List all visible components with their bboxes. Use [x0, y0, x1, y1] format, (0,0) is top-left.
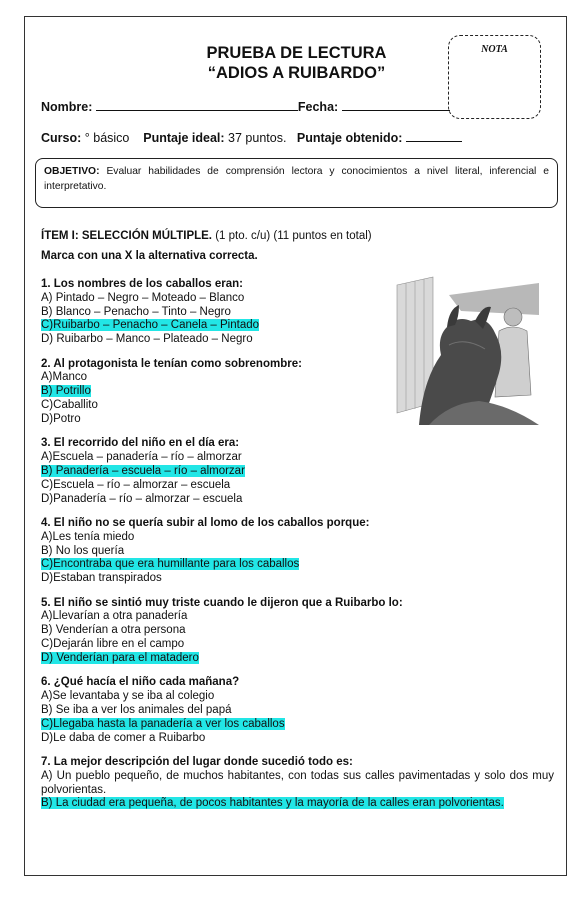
questions-list	[41, 278, 554, 822]
question-text: 1. Los nombres de los caballos eran:	[41, 278, 243, 290]
option-text: A)Manco	[41, 371, 88, 384]
item-heading-points: (1 pto. c/u) (11 puntos en total)	[215, 230, 372, 242]
option-a[interactable]	[41, 770, 554, 798]
objetivo-box	[35, 158, 558, 208]
option-text: B) Blanco – Penacho – Tinto – Negro	[41, 305, 231, 318]
option-b-highlighted[interactable]	[41, 797, 554, 811]
option-d-highlighted[interactable]	[41, 652, 554, 666]
option-b[interactable]	[41, 624, 554, 638]
nombre-label: Nombre:	[41, 100, 93, 114]
option-text: A)Les tenía miedo	[41, 530, 135, 543]
option-text: C)Llegaba hasta la panadería a ver los caballos	[41, 717, 285, 730]
objetivo-text: Evaluar habilidades de comprensión lectora y conocimientos a nivel literal, inferencial e interpretativo.	[44, 166, 549, 192]
puntaje-ideal-label: Puntaje ideal:	[143, 131, 225, 145]
question-1	[41, 278, 554, 347]
option-text: D) Ruibarbo – Manco – Plateado – Negro	[41, 333, 253, 346]
curso-value: ° básico	[84, 131, 130, 145]
option-text: A) Un pueblo pequeño, de muchos habitantes, con todas sus calles pavimentadas y solo dos muy polvorientas.	[41, 769, 554, 796]
option-text: A)Llevarían a otra panadería	[41, 610, 188, 623]
option-b[interactable]	[41, 545, 554, 559]
option-d[interactable]	[41, 413, 554, 427]
title-line-1: PRUEBA DE LECTURA	[206, 44, 387, 62]
option-c-highlighted[interactable]	[41, 558, 554, 572]
puntaje-obtenido-label: Puntaje obtenido:	[296, 131, 403, 145]
option-a[interactable]	[41, 292, 554, 306]
option-text: C)Dejarán libre en el campo	[41, 638, 185, 651]
option-b-highlighted[interactable]	[41, 385, 554, 399]
option-d[interactable]	[41, 732, 554, 746]
nota-box[interactable]	[448, 35, 541, 119]
option-text: C)Caballito	[41, 399, 98, 412]
curso-row	[41, 130, 462, 145]
puntaje-ideal-value: 37 puntos.	[228, 131, 287, 145]
option-text: B) Se iba a ver los animales del papá	[41, 703, 232, 716]
option-text: D) Venderían para el matadero	[41, 651, 199, 664]
option-d[interactable]	[41, 493, 554, 507]
question-text: 2. Al protagonista le tenían como sobrenombre:	[41, 357, 302, 370]
option-text: D)Le daba de comer a Ruibarbo	[41, 731, 206, 744]
fecha-label: Fecha:	[297, 100, 339, 114]
option-text: D)Panadería – río – almorzar – escuela	[41, 492, 243, 505]
question-7	[41, 756, 554, 811]
option-c-highlighted[interactable]	[41, 718, 554, 732]
question-text: 7. La mejor descripción del lugar donde sucedió todo es:	[41, 756, 353, 769]
question-6	[41, 676, 554, 745]
name-date-row	[41, 99, 450, 114]
option-b[interactable]	[41, 704, 554, 718]
option-text: A) Pintado – Negro – Moteado – Blanco	[41, 291, 245, 304]
option-c-highlighted[interactable]	[41, 319, 554, 333]
question-2	[41, 358, 554, 427]
option-text: C)Encontraba que era humillante para los caballos	[41, 558, 300, 571]
nombre-field[interactable]	[96, 99, 298, 111]
instruction: Marca con una X la alternativa correcta.	[41, 250, 258, 262]
option-d[interactable]	[41, 333, 554, 347]
option-text: D)Estaban transpirados	[41, 572, 162, 585]
option-c[interactable]	[41, 638, 554, 652]
option-a[interactable]	[41, 371, 554, 385]
objetivo-label: OBJETIVO:	[44, 166, 100, 177]
option-text: B) No los quería	[41, 544, 125, 557]
puntaje-obtenido-field[interactable]	[406, 130, 462, 142]
option-a[interactable]	[41, 610, 554, 624]
item-heading-title: ÍTEM I: SELECCIÓN MÚLTIPLE.	[41, 230, 213, 242]
curso-label: Curso:	[41, 131, 82, 145]
item-heading	[41, 230, 372, 242]
option-text: B) Panadería – escuela – río – almorzar	[41, 464, 245, 477]
option-text: B) La ciudad era pequeña, de pocos habitantes y la mayoría de la calles eran polvorientas.	[41, 797, 504, 810]
worksheet-page	[24, 16, 567, 876]
nota-label: NOTA	[481, 44, 508, 55]
option-b[interactable]	[41, 306, 554, 320]
question-text: 5. El niño se sintió muy triste cuando le dijeron que a Ruibarbo lo:	[41, 596, 403, 609]
question-text: 3. El recorrido del niño en el día era:	[41, 437, 240, 450]
option-d[interactable]	[41, 572, 554, 586]
option-text: B) Venderían a otra persona	[41, 624, 186, 637]
option-b-highlighted[interactable]	[41, 465, 554, 479]
option-text: A)Se levantaba y se iba al colegio	[41, 690, 215, 703]
option-text: A)Escuela – panadería – río – almorzar	[41, 451, 242, 464]
option-a[interactable]	[41, 690, 554, 704]
option-text: B) Potrillo	[41, 385, 91, 398]
question-4	[41, 517, 554, 586]
option-c[interactable]	[41, 399, 554, 413]
question-text: 4. El niño no se quería subir al lomo de los caballos porque:	[41, 517, 370, 530]
option-a[interactable]	[41, 531, 554, 545]
option-text: C)Escuela – río – almorzar – escuela	[41, 478, 231, 491]
question-3	[41, 437, 554, 506]
fecha-field[interactable]	[342, 99, 450, 111]
question-5	[41, 597, 554, 666]
option-text: D)Potro	[41, 412, 81, 425]
option-a[interactable]	[41, 451, 554, 465]
title-line-2: “ADIOS A RUIBARDO”	[207, 64, 386, 82]
option-c[interactable]	[41, 479, 554, 493]
question-text: 6. ¿Qué hacía el niño cada mañana?	[41, 676, 240, 689]
option-text: C)Ruibarbo – Penacho – Canela – Pintado	[41, 319, 260, 332]
